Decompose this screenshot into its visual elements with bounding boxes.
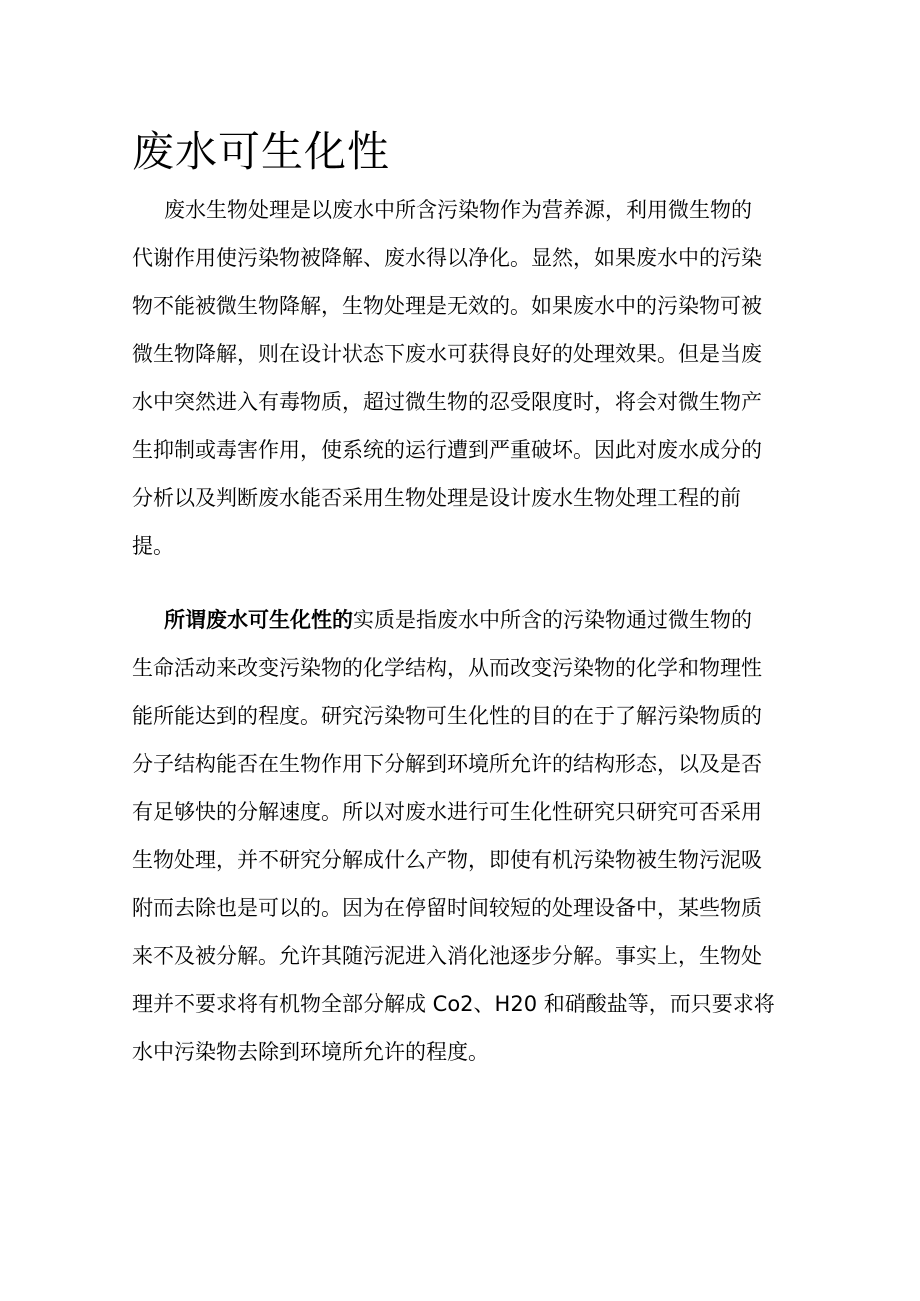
paragraph-1 <box>132 186 792 570</box>
paragraph-line: 代谢作用使污染物被降解、废水得以净化。显然，如果废水中的污染 <box>132 246 762 270</box>
paragraph-first-line <box>132 596 792 644</box>
paragraph-line: 能所能达到的程度。研究污染物可生化性的目的在于了解污染物质的 <box>132 704 762 728</box>
paragraph-line: 附而去除也是可以的。因为在停留时间较短的处理设备中，某些物质 <box>132 896 762 920</box>
paragraph-line: 物不能被微生物降解，生物处理是无效的。如果废水中的污染物可被 <box>132 294 762 318</box>
paragraph-line: 生命活动来改变污染物的化学结构，从而改变污染物的化学和物理性 <box>132 656 762 680</box>
paragraph-line: 生物处理，并不研究分解成什么产物，即使有机污染物被生物污泥吸 <box>132 848 762 872</box>
bold-term: 所谓废水可生化性的 <box>164 608 353 632</box>
paragraph-line: 提。 <box>132 534 174 558</box>
paragraph-line: 微生物降解，则在设计状态下废水可获得良好的处理效果。但是当废 <box>132 342 762 366</box>
document-title: 废水可生化性 <box>132 127 391 176</box>
paragraph-line: 理并不要求将有机物全部分解成 Co2、H20 和硝酸盐等，而只要求将 <box>132 992 775 1016</box>
paragraph-2 <box>132 596 792 1076</box>
paragraph-line: 有足够快的分解速度。所以对废水进行可生化性研究只研究可否采用 <box>132 800 762 824</box>
paragraph-line: 分析以及判断废水能否采用生物处理是设计废水生物处理工程的前 <box>132 486 741 510</box>
paragraph-line: 废水生物处理是以废水中所含污染物作为营养源，利用微生物的 <box>164 198 752 222</box>
paragraph-line: 水中突然进入有毒物质，超过微生物的忍受限度时，将会对微生物产 <box>132 390 762 414</box>
paragraph-line: 分子结构能否在生物作用下分解到环境所允许的结构形态，以及是否 <box>132 752 762 776</box>
paragraph-line: 来不及被分解。允许其随污泥进入消化池逐步分解。事实上，生物处 <box>132 944 762 968</box>
first-line-text: 实质是指废水中所含的污染物通过微生物的 <box>353 608 752 632</box>
paragraph-line: 生抑制或毒害作用，使系统的运行遭到严重破坏。因此对废水成分的 <box>132 438 762 462</box>
paragraph-line: 水中污染物去除到环境所允许的程度。 <box>132 1040 489 1064</box>
